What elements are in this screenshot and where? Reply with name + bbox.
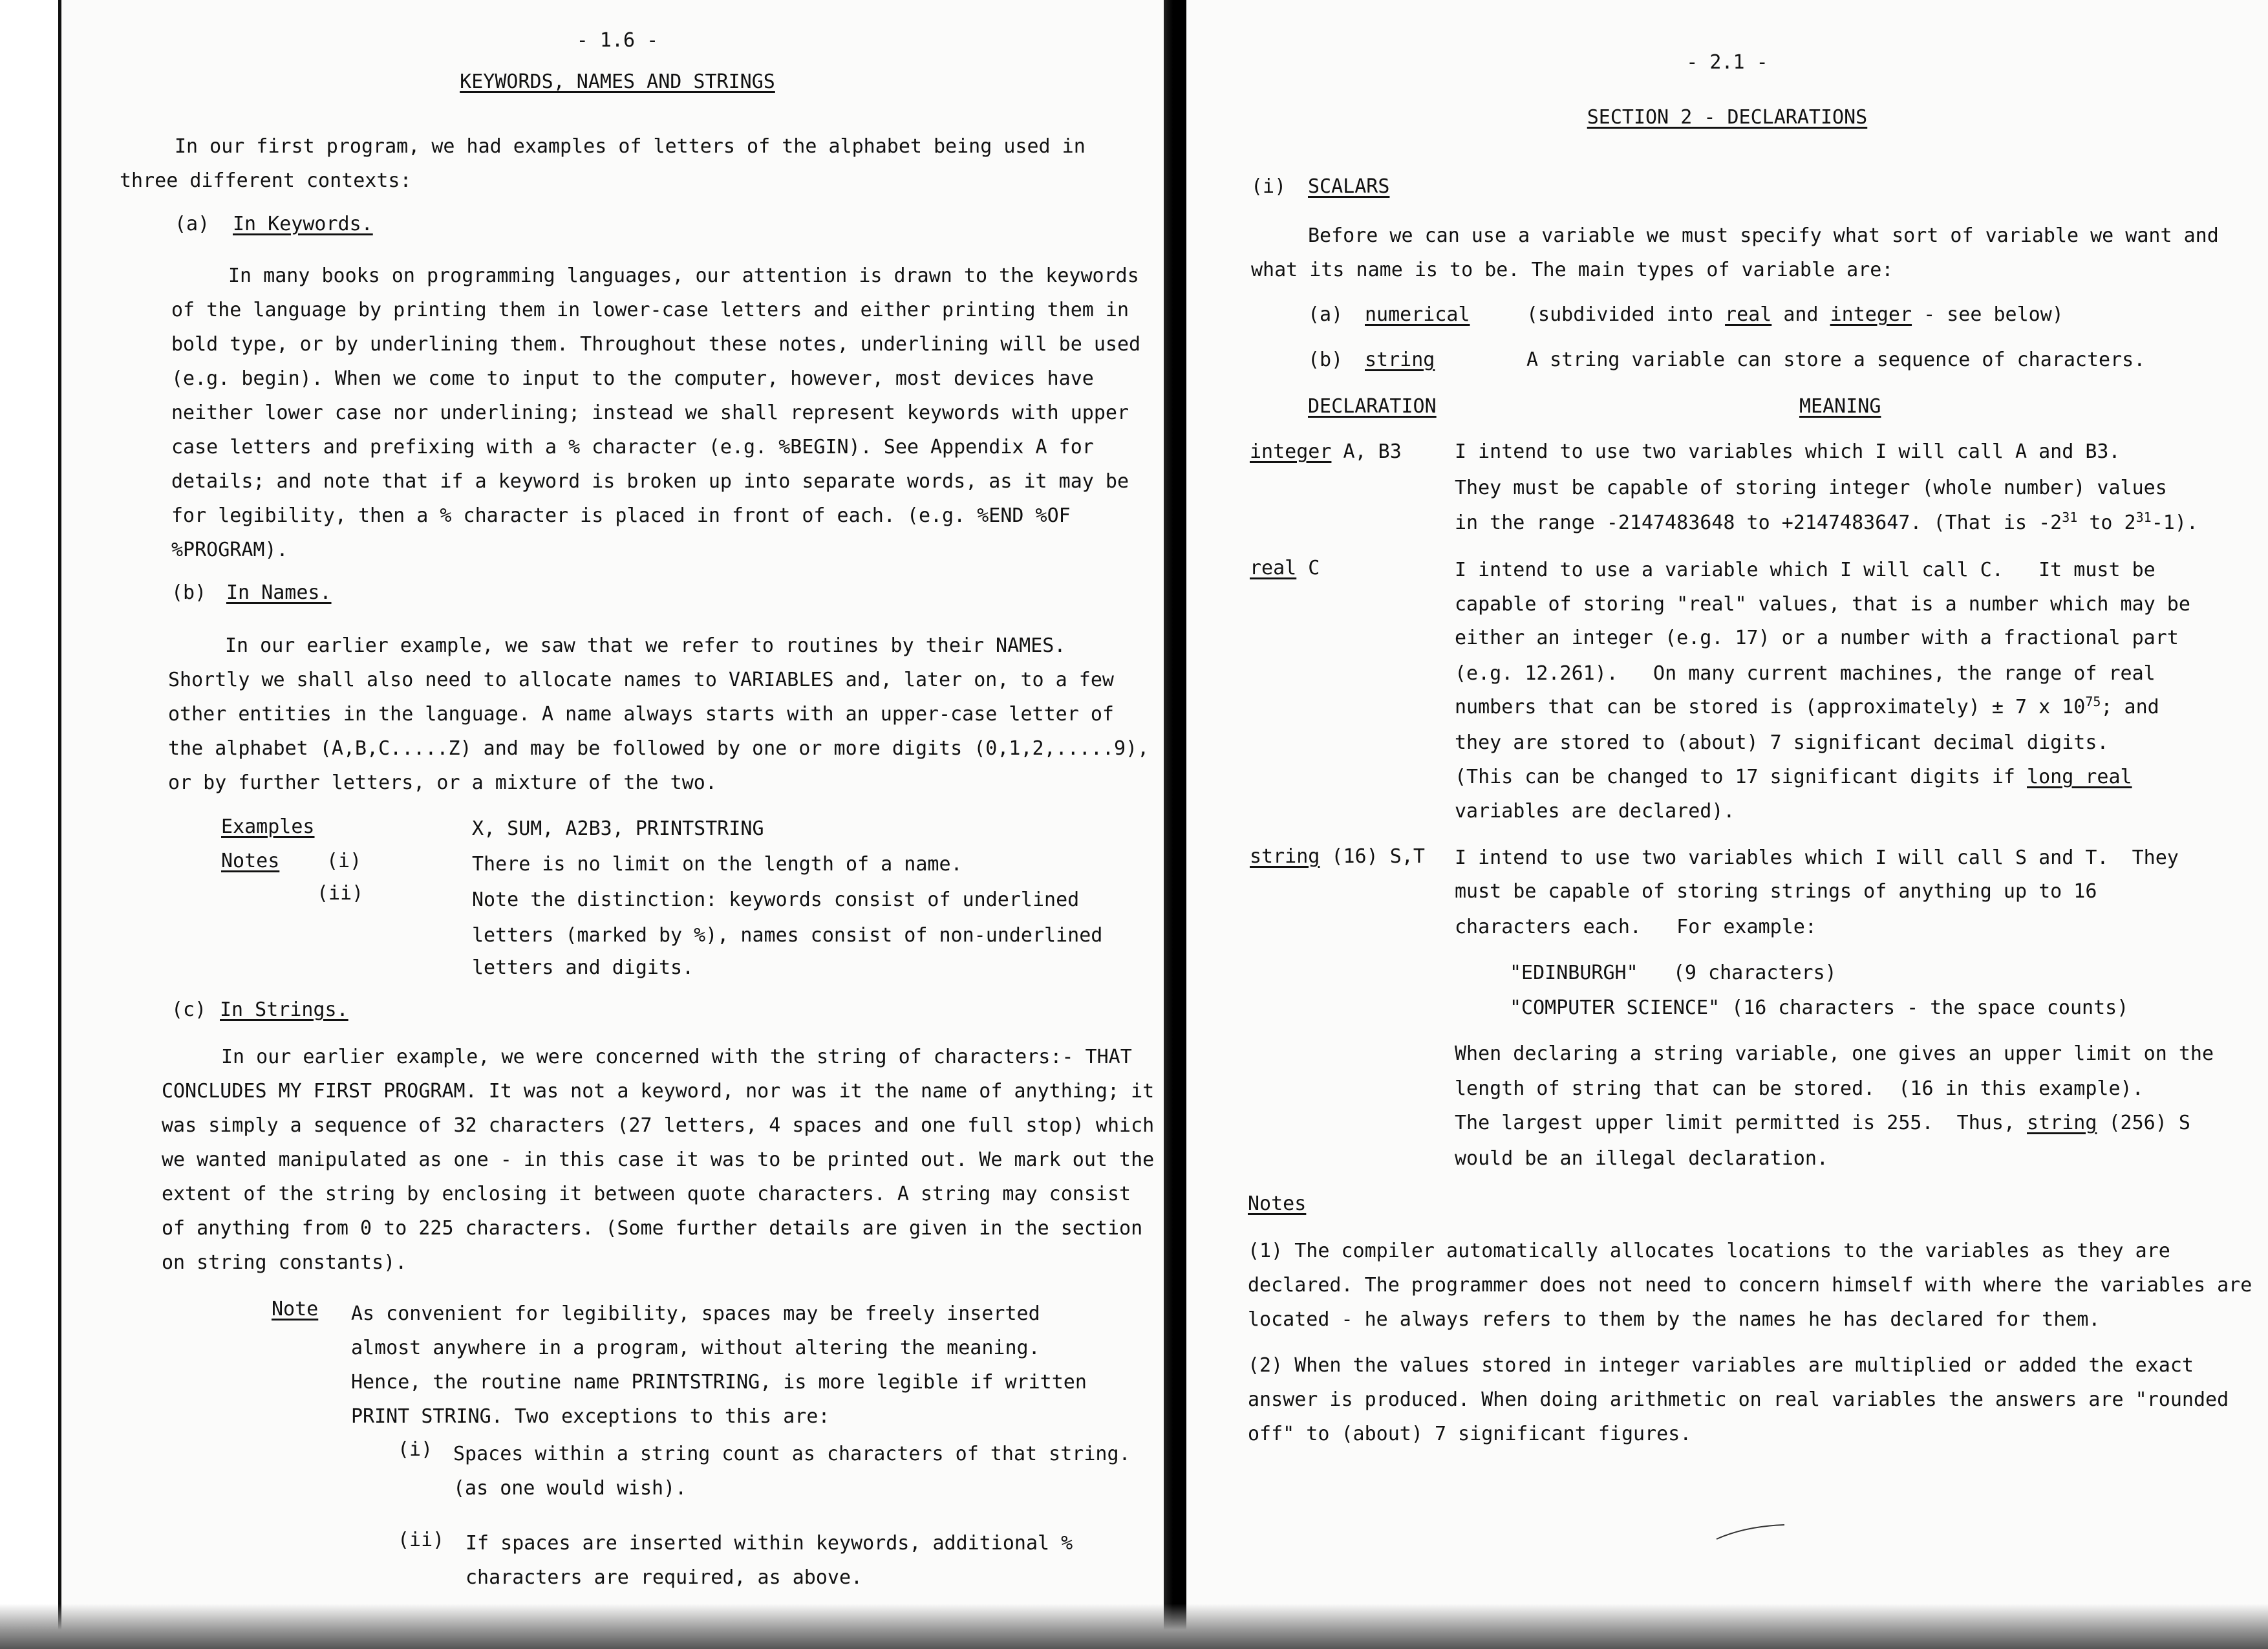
exception-ii-text: If spaces are inserted within keywords, additional % characters are required, as above. bbox=[465, 1532, 1073, 1589]
declaration-column-heading: DECLARATION bbox=[1308, 395, 1437, 418]
section-c-body: In our earlier example, we were concerned with the string of characters:- THAT CONCLUDES MY FIRST PROGRAM. It was not a keyword, nor was it the name of anything; it was simply a sequence of 32 characters (27 letters, 4 spaces and one full stop) which we wanted manipulated as one - in this case it was to be printed out. We mark out the extent of the string by enclosing it between quote characters. A string may consist of anything from 0 to 225 characters. (Some further details are given in the section on string constants). bbox=[162, 1046, 1155, 1274]
real-meaning-line-4: (e.g. 12.261). On many current machines, the range of real bbox=[1455, 662, 2156, 685]
meaning-column-heading: MEANING bbox=[1799, 395, 1881, 418]
page-title: SECTION 2 - DECLARATIONS bbox=[1587, 106, 1868, 129]
note-body: As convenient for legibility, spaces may be freely inserted almost anywhere in a program, without altering the meaning. Hence, the routine name PRINTSTRING, is more legible if written PRINT STRING. Two exceptions to this are: bbox=[351, 1302, 1087, 1428]
string-meaning-line-3: characters each. For example: bbox=[1455, 916, 1817, 938]
examples-label: Examples bbox=[221, 815, 315, 838]
scan-left-edge bbox=[0, 0, 71, 1649]
type-b-desc: A string variable can store a sequence of characters. bbox=[1526, 349, 2146, 371]
subsection-heading: SCALARS bbox=[1308, 175, 1390, 198]
type-a-desc: (subdivided into real and integer - see below) bbox=[1526, 303, 2064, 326]
string-meaning-line-4: When declaring a string variable, one gives an upper limit on the bbox=[1455, 1042, 2214, 1065]
string-example-2: "COMPUTER SCIENCE" (16 characters - the space counts) bbox=[1510, 997, 2129, 1019]
examples-value: X, SUM, A2B3, PRINTSTRING bbox=[472, 817, 764, 840]
page-title: KEYWORDS, NAMES AND STRINGS bbox=[460, 70, 775, 93]
real-meaning-line-2: capable of storing "real" values, that is a number which may be bbox=[1455, 593, 2190, 616]
section-a-body: In many books on programming languages, our attention is drawn to the keywords of the language by printing them in lower-case letters and either printing them in bold type, or by underlining them. Throughout these notes, underlining will be used (e.g. begin). When we come to input to the computer, however, most devices have neither lower case nor underlining; instead we shall represent keywords with upper case letters and prefixing with a % character (e.g. %BEGIN). See Appendix A for details; and note that if a keyword is broken up into separate words, as it may be for legibility, then a % character is placed in front of each. (e.g. %END %OF %PROGRAM). bbox=[171, 264, 1141, 561]
integer-meaning-line-1: I intend to use two variables which I will call A and B3. bbox=[1455, 440, 2121, 463]
string-meaning-line-6: The largest upper limit permitted is 255. Thus, string (256) S bbox=[1455, 1112, 2190, 1134]
decl-string: string (16) S,T bbox=[1250, 845, 1425, 868]
real-meaning-line-6: they are stored to (about) 7 significant decimal digits. bbox=[1455, 731, 2109, 754]
string-meaning-line-5: length of string that can be stored. (16 in this example). bbox=[1455, 1077, 2144, 1100]
notes-label: Notes bbox=[221, 850, 280, 872]
note-label: Note bbox=[272, 1298, 319, 1320]
string-meaning-line-7: would be an illegal declaration. bbox=[1455, 1147, 1828, 1170]
subsection-label: (i) bbox=[1251, 175, 1287, 198]
scan-bottom-shadow bbox=[0, 1604, 2268, 1649]
note-ii-label: (ii) bbox=[317, 882, 364, 905]
section-a-heading: In Keywords. bbox=[233, 213, 373, 235]
decl-real: real C bbox=[1250, 557, 1320, 579]
section-c-heading: In Strings. bbox=[220, 998, 348, 1021]
exception-ii-label: (ii) bbox=[398, 1529, 445, 1551]
section-b-label: (b) bbox=[171, 581, 207, 604]
page-number: - 2.1 - bbox=[1686, 51, 1768, 74]
section-b-heading: In Names. bbox=[226, 581, 332, 604]
decl-integer: integer A, B3 bbox=[1250, 440, 1402, 463]
section-a-label: (a) bbox=[175, 213, 210, 235]
pen-mark bbox=[1713, 1520, 1791, 1546]
integer-meaning-line-2: They must be capable of storing integer (whole number) values bbox=[1455, 477, 2167, 499]
exception-i-label: (i) bbox=[398, 1438, 433, 1461]
exception-i-text: Spaces within a string count as characters of that string. (as one would wish). bbox=[453, 1443, 1131, 1500]
note-ii-line-2: letters (marked by %), names consist of non-underlined bbox=[472, 924, 1103, 947]
section-b-body: In our earlier example, we saw that we refer to routines by their NAMES. Shortly we shall also need to allocate names to VARIABLES and, later on, to a few other entities in the language. A name always starts with an upper-case letter of the alphabet (A,B,C.....Z) and may be followed by one or more digits (0,1,2,.....9), or by further letters, or a mixture of the two. bbox=[168, 634, 1150, 794]
left-page bbox=[61, 0, 1173, 1649]
scalars-intro: Before we can use a variable we must specify what sort of variable we want and what its name is to be. The main types of variable are: bbox=[1251, 224, 2219, 281]
page-number: - 1.6 - bbox=[576, 29, 659, 52]
type-b-name: string bbox=[1365, 349, 1435, 371]
note-i-label: (i) bbox=[326, 850, 362, 872]
integer-meaning-line-3: in the range -2147483648 to +2147483647. (That is $-2^{31}$ to $2^{31}-1$). bbox=[1455, 510, 2198, 534]
note-1: (1) The compiler automatically allocates locations to the variables as they are declared. The programmer does not need to concern himself with where the variables are located - he always refers to them by the names he has declared for them. bbox=[1248, 1240, 2252, 1331]
notes-heading: Notes bbox=[1248, 1192, 1307, 1215]
real-meaning-line-5: numbers that can be stored is (approximately) ± 7 x $10^{75}$; and bbox=[1455, 694, 2159, 718]
real-meaning-line-1: I intend to use a variable which I will call C. It must be bbox=[1455, 559, 2156, 581]
intro-paragraph: In our first program, we had examples of letters of the alphabet being used in three different contexts: bbox=[120, 135, 1086, 192]
section-c-label: (c) bbox=[171, 998, 207, 1021]
real-meaning-line-7: (This can be changed to 17 significant digits if long real bbox=[1455, 766, 2132, 788]
string-meaning-line-1: I intend to use two variables which I will call S and T. They bbox=[1455, 846, 2179, 869]
note-2: (2) When the values stored in integer variables are multiplied or added the exact answer is produced. When doing arithmetic on real variables the answers are "rounded off" to (about) 7 significant figures. bbox=[1248, 1354, 2229, 1445]
type-a-name: numerical bbox=[1365, 303, 1470, 326]
note-ii-line-1: Note the distinction: keywords consist of underlined bbox=[472, 889, 1080, 911]
note-i-text: There is no limit on the length of a name. bbox=[472, 853, 963, 876]
note-ii-line-3: letters and digits. bbox=[472, 956, 694, 979]
string-meaning-line-2: must be capable of storing strings of anything up to 16 bbox=[1455, 880, 2097, 903]
string-example-1: "EDINBURGH" (9 characters) bbox=[1510, 962, 1837, 984]
real-meaning-line-8: variables are declared). bbox=[1455, 800, 1735, 823]
type-a-label: (a) bbox=[1308, 303, 1343, 326]
type-b-label: (b) bbox=[1308, 349, 1343, 371]
real-meaning-line-3: either an integer (e.g. 17) or a number with a fractional part bbox=[1455, 627, 2179, 649]
right-page bbox=[1186, 0, 2268, 1649]
